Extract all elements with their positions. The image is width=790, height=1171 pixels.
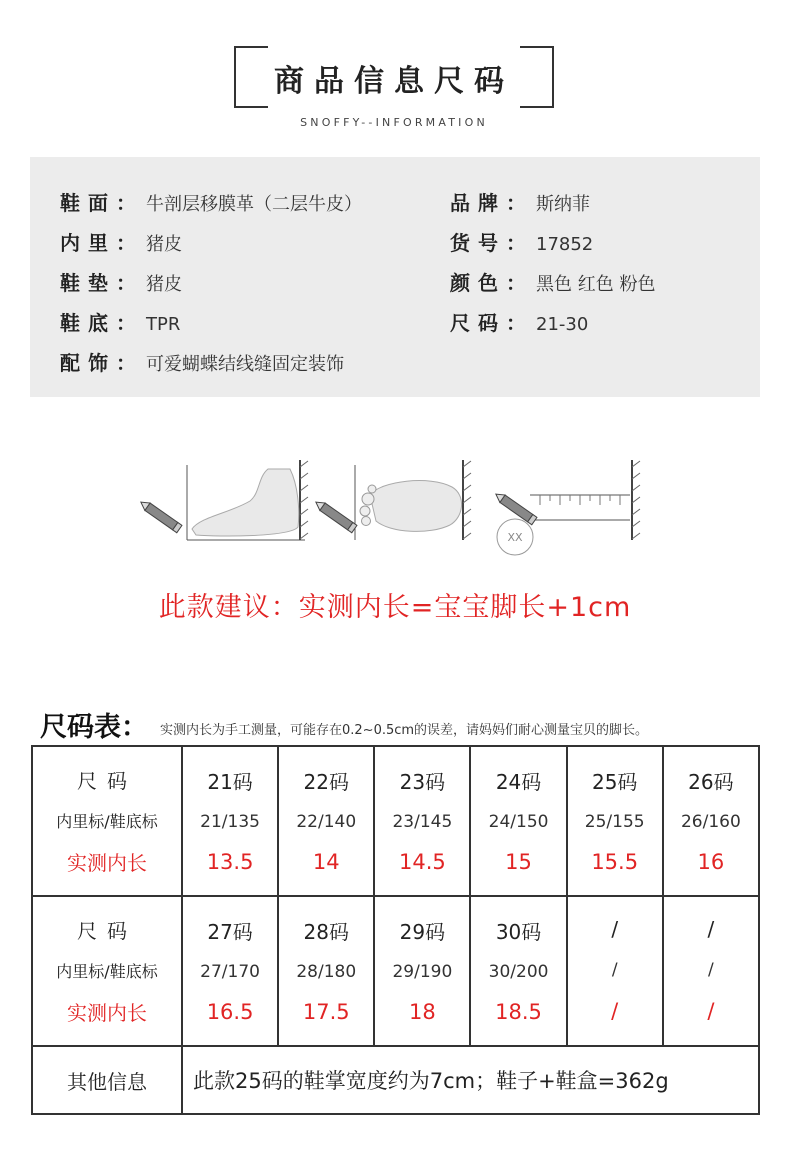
- info-item-number: 货号： 17852: [450, 231, 594, 255]
- size-table: [31, 745, 760, 1115]
- pencil-icon: [140, 498, 182, 532]
- size-cell: 21码 21/135 13.5: [182, 746, 278, 896]
- product-info-panel: [30, 157, 760, 397]
- size-table-title: 尺码表：: [40, 712, 148, 743]
- foot-measure-illustration: [140, 455, 650, 560]
- size-cell: 30码 30/200 18.5: [470, 896, 566, 1046]
- info-lining: 内里： 猪皮: [60, 231, 182, 255]
- info-insole: 鞋垫： 猪皮: [60, 271, 182, 295]
- info-brand: 品牌： 斯纳菲: [450, 191, 590, 215]
- size-cell: 23码 23/145 14.5: [374, 746, 470, 896]
- info-colors: 颜色： 黑色 红色 粉色: [450, 271, 656, 295]
- size-cell: 24码 24/150 15: [470, 746, 566, 896]
- badge-text: XX: [507, 531, 523, 544]
- page-subtitle: SNOFFY--INFORMATION: [300, 116, 488, 129]
- pencil-icon: [313, 498, 357, 532]
- sole-foot-icon: [313, 460, 471, 540]
- size-table-note: 实测内长为手工测量，可能存在0.2~0.5cm的误差，请妈妈们耐心测量宝贝的脚长。: [160, 723, 649, 738]
- table-row: [32, 896, 759, 1046]
- other-info-label: 其他信息: [32, 1046, 182, 1114]
- size-cell: 28码 28/180 17.5: [278, 896, 374, 1046]
- size-cell: 27码 27/170 16.5: [182, 896, 278, 1046]
- info-upper: 鞋面： 牛剖层移膜革（二层牛皮）: [60, 191, 362, 215]
- row-label-cell: 尺码 内里标/鞋底标 实测内长: [32, 746, 182, 896]
- ruler-measure-icon: [493, 460, 640, 555]
- info-sole: 鞋底： TPR: [60, 311, 181, 335]
- size-cell: 26码 26/160 16: [663, 746, 759, 896]
- size-cell: 25码 25/155 15.5: [567, 746, 663, 896]
- page-title: 商品信息尺码: [274, 64, 514, 99]
- info-sizes: 尺码： 21-30: [450, 311, 589, 335]
- size-cell: / / /: [663, 896, 759, 1046]
- other-info-value: 此款25码的鞋掌宽度约为7cm；鞋子+鞋盒=362g: [182, 1046, 759, 1114]
- size-cell: 22码 22/140 14: [278, 746, 374, 896]
- size-cell: / / /: [567, 896, 663, 1046]
- advice-text: 此款建议：实测内长=宝宝脚长+1cm: [158, 592, 632, 623]
- size-cell: 29码 29/190 18: [374, 896, 470, 1046]
- table-row-other: [32, 1046, 759, 1114]
- side-foot-icon: [140, 460, 308, 540]
- table-row: [32, 746, 759, 896]
- info-accessory: 配饰： 可爱蝴蝶结线缝固定装饰: [60, 351, 344, 375]
- row-label-cell: 尺码 内里标/鞋底标 实测内长: [32, 896, 182, 1046]
